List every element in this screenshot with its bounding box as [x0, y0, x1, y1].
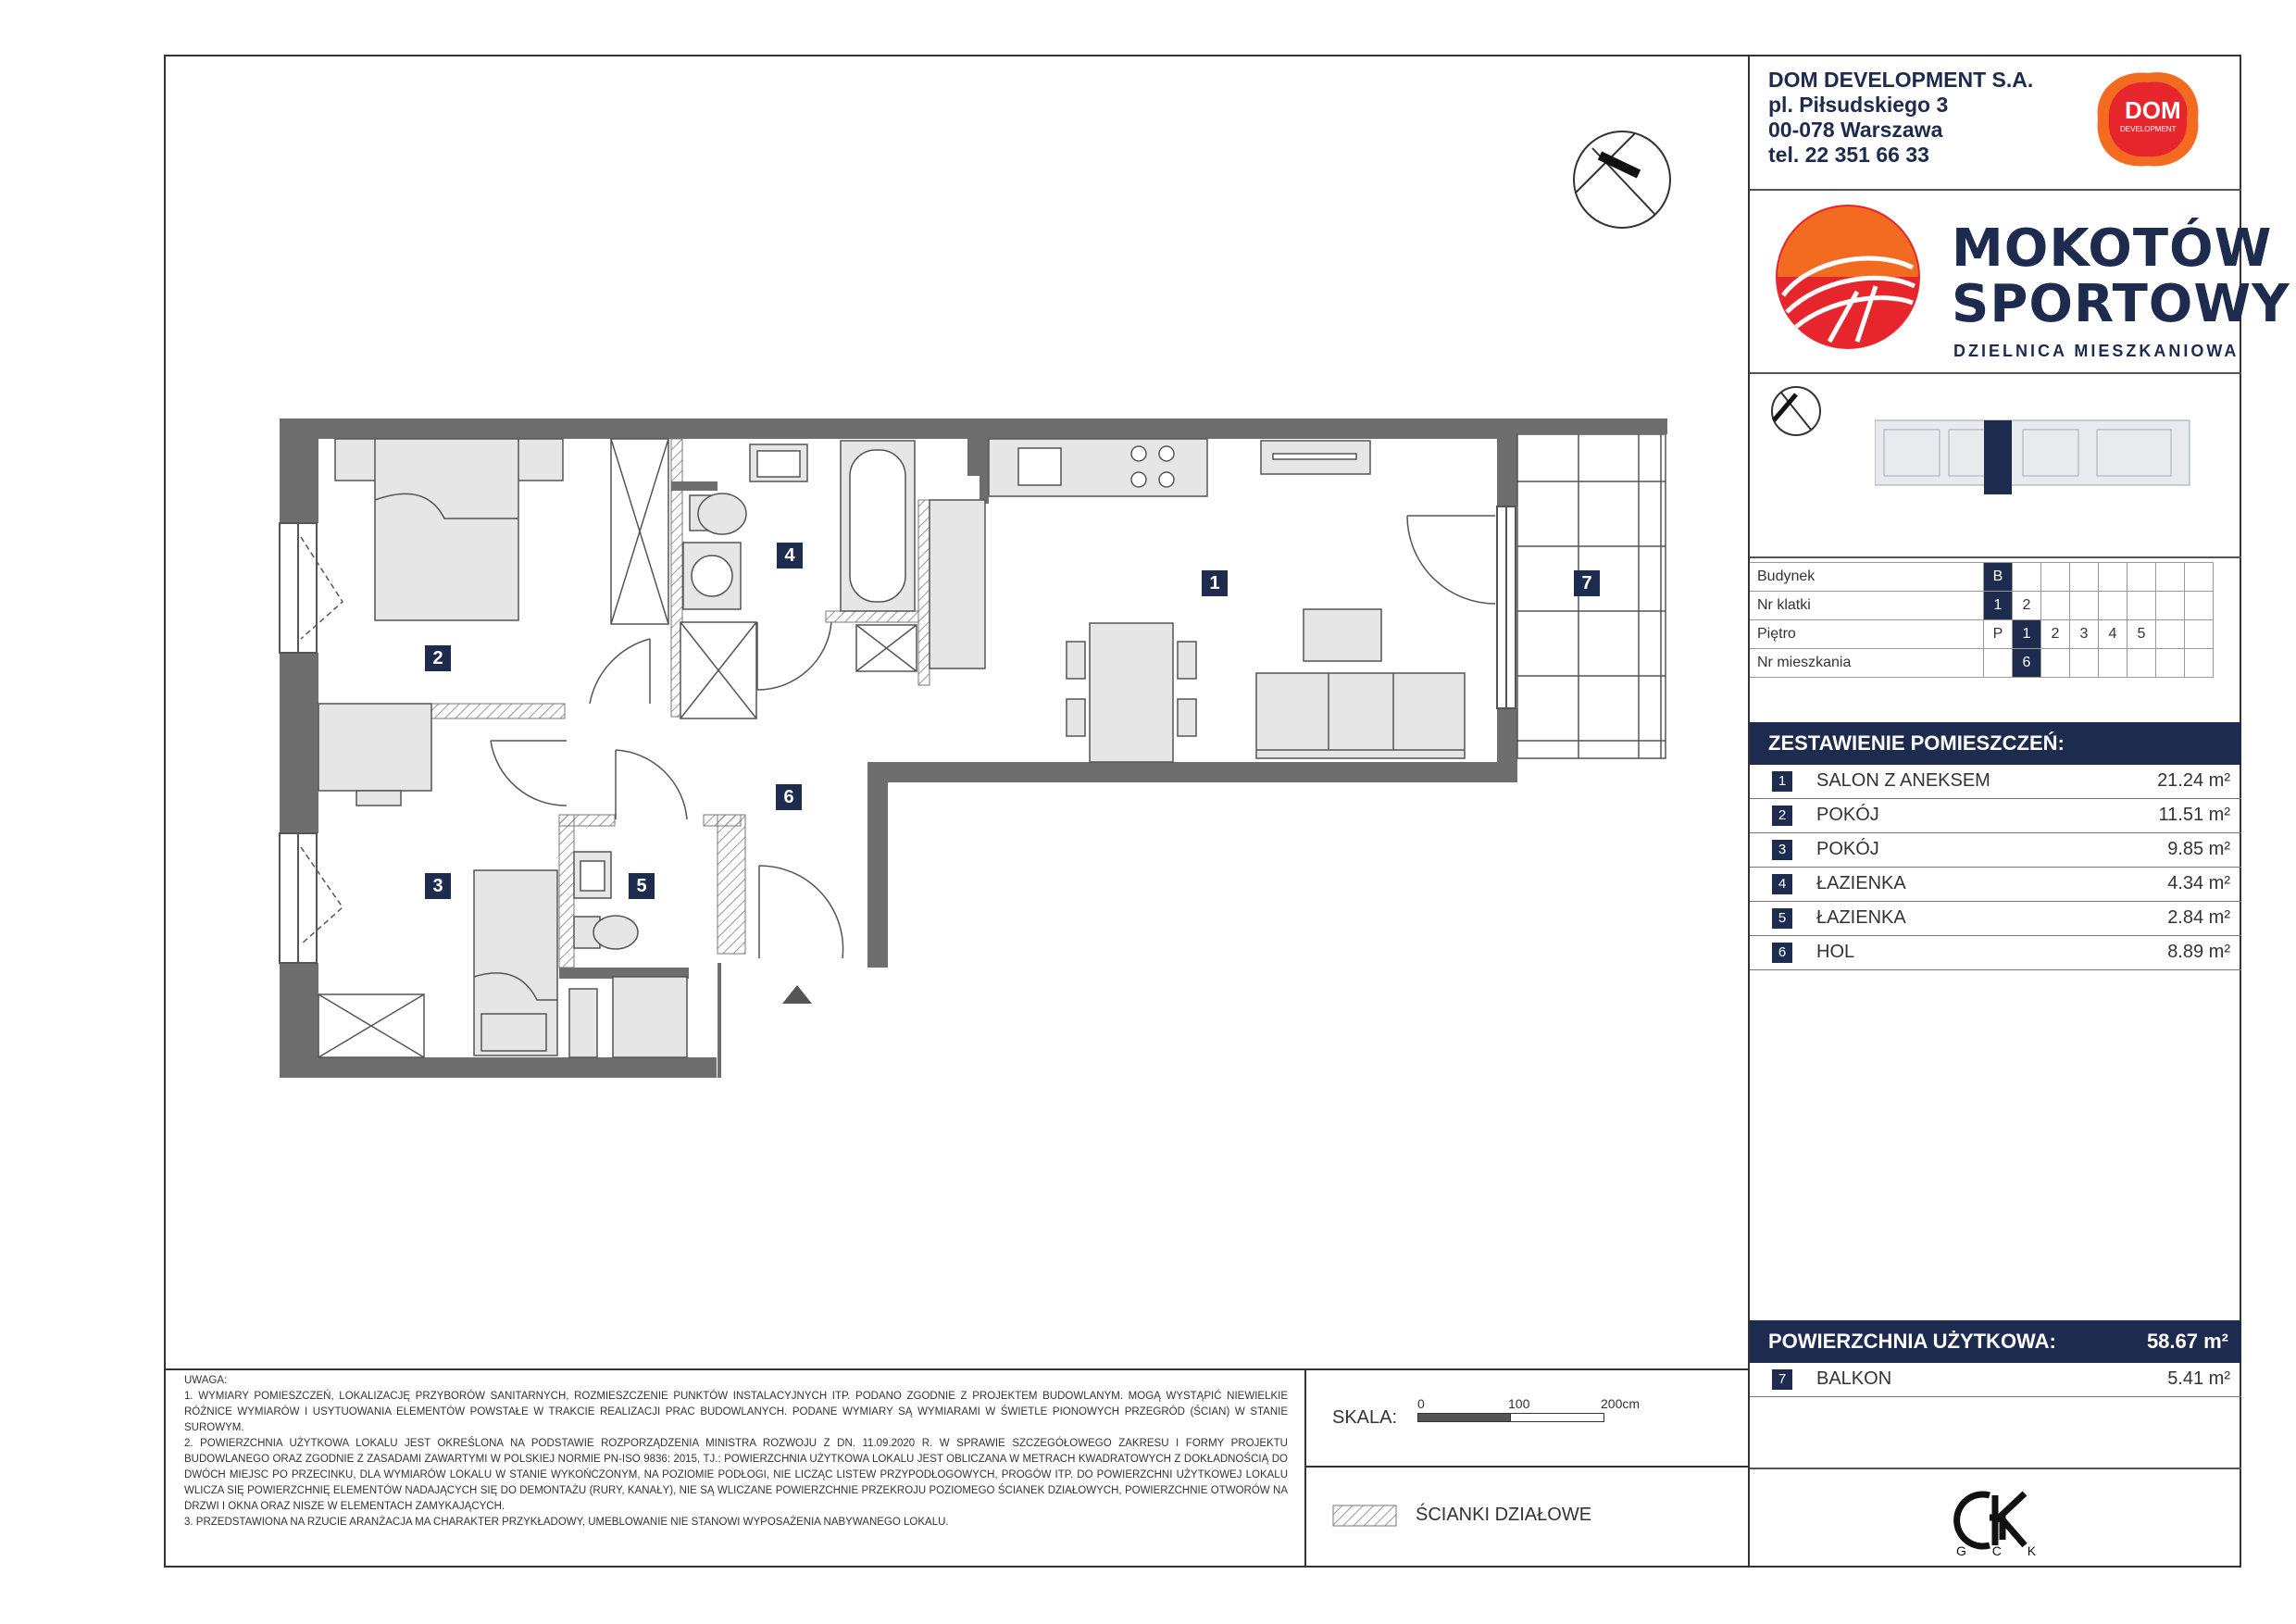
location-cell: 2 — [2013, 592, 2041, 620]
location-cell: 1 — [2013, 620, 2041, 649]
room-name: HOL — [1816, 942, 1855, 962]
location-cell — [2156, 563, 2185, 592]
room-area: 21.24 m² — [2157, 770, 2230, 791]
balcony-row — [1750, 1363, 2241, 1397]
scale-tick-200: 200cm — [1601, 1396, 1641, 1411]
balcony-num: 7 — [1772, 1369, 1792, 1390]
location-cell — [1984, 649, 2013, 678]
location-cell — [2099, 592, 2128, 620]
room-num: 6 — [1772, 943, 1792, 963]
location-cell — [2128, 592, 2156, 620]
brand-title — [1952, 221, 2290, 332]
room-area: 9.85 m² — [2167, 839, 2230, 859]
room-name: POKÓJ — [1816, 805, 1879, 825]
location-cell — [2070, 563, 2099, 592]
compass-icon — [1574, 131, 1670, 228]
location-cell — [2128, 649, 2156, 678]
location-cell — [2070, 592, 2099, 620]
room-area: 11.51 m² — [2158, 805, 2230, 825]
location-cell — [2128, 563, 2156, 592]
location-cell — [2041, 649, 2070, 678]
note-1: 1. WYMIARY POMIESZCZEŃ, LOKALIZACJĘ PRZYBORÓW SANITARNYCH, ROZMIESZCZENIE PUNKTÓW INSTALACYJNYCH ITP. PODANO ZGODNIE Z PROJEKTEM BUDOWLANYM. MOGĄ WYSTĄPIĆ NIEWIELKIE RÓŻNICE WYMIARÓW I USYTUOWANIA ELEMENTÓW POWSTAŁE W TRAKCIE REALIZACJI PRAC BUDOWLANYCH. PODANE WYMIARY SĄ WYMIARAMI W ŚWIETLE PIONOWYCH PRZEGRÓD (ŚCIAN) W STANIE SUROWYM. — [184, 1391, 1288, 1433]
location-cell: 3 — [2070, 620, 2099, 649]
scale-bar-dark — [1417, 1413, 1512, 1422]
dom-logo-text: DOM — [2125, 96, 2181, 124]
partition-hatch-swatch — [1332, 1505, 1397, 1527]
room-row — [1750, 799, 2241, 833]
scale-label: SKALA: — [1332, 1407, 1398, 1428]
location-cell — [2156, 620, 2185, 649]
balcony-area: 5.41 m² — [2167, 1368, 2230, 1389]
scale-tick-100: 100 — [1508, 1396, 1530, 1411]
plan-label-room-6: 6 — [776, 784, 802, 810]
location-row-label: Piętro — [1750, 620, 1984, 649]
brand-block — [1759, 203, 2290, 360]
location-cell — [2013, 563, 2041, 592]
location-cell — [2099, 649, 2128, 678]
entrance-arrow-icon — [782, 985, 812, 1004]
location-cell: 4 — [2099, 620, 2128, 649]
gck-letters: G C K — [1956, 1543, 2048, 1558]
location-cell — [2185, 649, 2214, 678]
location-row-label: Nr klatki — [1750, 592, 1984, 620]
furniture — [318, 439, 1465, 1057]
location-table — [1750, 562, 2214, 678]
location-cell: 6 — [2013, 649, 2041, 678]
scale-tick-0: 0 — [1417, 1396, 1425, 1411]
total-area-value: 58.67 m² — [2146, 1330, 2228, 1353]
plan-label-room-1: 1 — [1202, 570, 1228, 596]
company-name: DOM DEVELOPMENT S.A. — [1768, 68, 2034, 92]
room-row — [1750, 902, 2241, 936]
location-cell — [2041, 592, 2070, 620]
room-num: 4 — [1772, 874, 1792, 894]
plan-label-room-3: 3 — [425, 873, 451, 899]
room-name: SALON Z ANEKSEM — [1816, 770, 1990, 791]
location-row-label: Budynek — [1750, 563, 1984, 592]
note-2: 2. POWIERZCHNIA UŻYTKOWA LOKALU JEST OKREŚLONA NA PODSTAWIE ROZPORZĄDZENIA MINISTRA ROZWOJU Z DN. 11.09.2020 R. W SPRAWIE SZCZEGÓŁOWEGO ZAKRESU I FORMY PROJEKTU BUDOWLANEGO ORAZ ZGODNIE Z ZASADAMI ZAWARTYMI W POLSKIEJ NORMIE PN-ISO 9836: 2015, TJ.: POWIERZCHNIA UŻYTKOWA LOKALU JEST OBLICZANA W METRACH KWADRATOWYCH Z DOKŁADNOŚCIĄ DO DWÓCH MIEJSC PO PRZECINKU, DLA WYMIARÓW LOKALU W STANIE WYKOŃCZONYM, NA POZIOMIE PODŁOGI, NIE LICZĄC LISTEW PRZYPODŁOGOWYCH, PROGÓW ITP. DO POWIERZCHNI UŻYTKOWEJ LOKALU WLICZA SIĘ POWIERZCHNIĘ ELEMENTÓW NADAJĄCYCH SIĘ DO DEMONTAŻU (RURY, KANAŁY), NIE SĄ WLICZANE POWIERZCHNIE PRZEKROJU POZIOMEGO ŚCIANEK DZIAŁOWYCH, POWIERZCHNIE OTWORÓW NA DRZWI I OKNA ORAZ NISZE W ELEMENTACH ZAMYKAJĄCYCH. — [184, 1438, 1288, 1512]
company-city: 00-078 Warszawa — [1768, 118, 1943, 142]
location-row-label: Nr mieszkania — [1750, 649, 1984, 678]
plan-label-room-2: 2 — [425, 645, 451, 671]
room-num: 3 — [1772, 840, 1792, 860]
scale-box — [1304, 1368, 1748, 1468]
location-cell — [2156, 592, 2185, 620]
dom-logo-sub: DEVELOPMENT — [2120, 125, 2177, 133]
brand-subtitle: DZIELNICA MIESZKANIOWA — [1953, 342, 2240, 360]
mokotow-logo-icon — [1774, 203, 1922, 351]
balcony — [1517, 434, 1666, 758]
location-row — [1750, 649, 2214, 678]
plan-label-room-4: 4 — [777, 543, 803, 568]
gck-logo-icon — [1949, 1480, 2041, 1573]
location-cell — [2156, 649, 2185, 678]
location-cell: B — [1984, 563, 2013, 592]
notes — [184, 1373, 1288, 1530]
company-phone: tel. 22 351 66 33 — [1768, 143, 1929, 167]
room-name: POKÓJ — [1816, 839, 1879, 859]
plan-label-room-5: 5 — [629, 873, 655, 899]
room-num: 1 — [1772, 771, 1792, 792]
company-street: pl. Piłsudskiego 3 — [1768, 93, 1949, 117]
room-row — [1750, 833, 2241, 868]
location-cell — [2041, 563, 2070, 592]
balcony-name: BALKON — [1816, 1368, 1892, 1389]
room-row — [1750, 868, 2241, 902]
brand-line1: MOKOTÓW — [1952, 219, 2273, 279]
room-area: 8.89 m² — [2167, 942, 2230, 962]
building-keyplan — [1875, 411, 2208, 522]
mini-compass-icon — [1768, 383, 1824, 439]
location-cell: 1 — [1984, 592, 2013, 620]
room-num: 5 — [1772, 908, 1792, 929]
room-name: ŁAZIENKA — [1816, 873, 1906, 893]
room-name: ŁAZIENKA — [1816, 907, 1906, 928]
rooms-heading: ZESTAWIENIE POMIESZCZEŃ: — [1750, 722, 2241, 765]
location-cell — [2070, 649, 2099, 678]
plan-label-room-7: 7 — [1574, 570, 1600, 596]
legend-label: ŚCIANKI DZIAŁOWE — [1416, 1505, 1592, 1525]
location-cell — [2099, 563, 2128, 592]
location-cell — [2185, 563, 2214, 592]
room-row — [1750, 765, 2241, 799]
location-row — [1750, 592, 2214, 620]
note-3: 3. PRZEDSTAWIONA NA RZUCIE ARANŻACJA MA CHARAKTER PRZYKŁADOWY, UMEBLOWANIE NIE STANOWI WYPOSAŻENIA NABYWANEGO LOKALU. — [184, 1517, 949, 1528]
scale-bar-light — [1510, 1413, 1604, 1422]
location-cell: 2 — [2041, 620, 2070, 649]
balcony-wall — [1517, 418, 1667, 434]
room-num: 2 — [1772, 806, 1792, 826]
room-area: 4.34 m² — [2167, 873, 2230, 893]
company-info — [1768, 68, 2033, 168]
location-row — [1750, 563, 2214, 592]
sidebar — [1748, 55, 2290, 1568]
location-cell — [2185, 592, 2214, 620]
location-cell — [2185, 620, 2214, 649]
notes-title: UWAGA: — [184, 1375, 228, 1386]
location-cell: 5 — [2128, 620, 2156, 649]
room-area: 2.84 m² — [2167, 907, 2230, 928]
location-row — [1750, 620, 2214, 649]
total-area-bar — [1750, 1320, 2241, 1363]
location-cell: P — [1984, 620, 2013, 649]
legend-box — [1304, 1468, 1748, 1568]
total-area-label: POWIERZCHNIA UŻYTKOWA: — [1768, 1330, 2056, 1353]
brand-line2: SPORTOWY — [1952, 274, 2290, 334]
room-row — [1750, 936, 2241, 970]
